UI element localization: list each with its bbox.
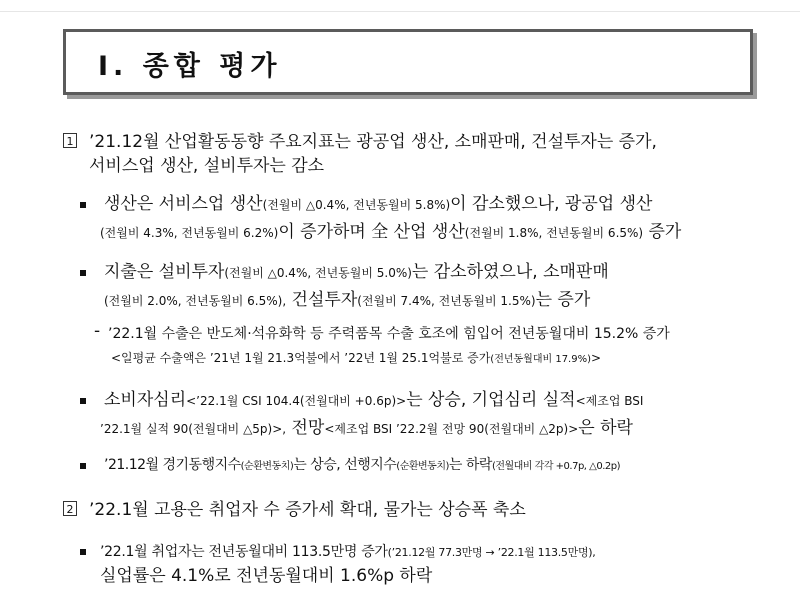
bullet-1-text: 생산은 서비스업 생산 bbox=[104, 194, 263, 214]
bullet-4-note: (순환변동치) bbox=[240, 461, 294, 472]
section-2-text: ’22.1월 고용은 취업자 수 증가세 확대, 물가는 상승폭 축소 bbox=[89, 500, 526, 520]
bullet-3-text: 는 상승, 기업심리 실적 bbox=[406, 390, 576, 410]
bullet-4-note: (순환변동치) bbox=[396, 461, 449, 472]
bullet-marker bbox=[80, 549, 86, 555]
dash-1-note: > bbox=[591, 351, 602, 365]
bullet-3-note: <제조업 BSI bbox=[575, 394, 644, 408]
dash-1-subnote: (전년동월대비 17.9%) bbox=[490, 354, 592, 365]
bullet-2-note: (전월비 7.4%, 전년동월비 1.5%) bbox=[357, 294, 536, 308]
bullet-1-note: (전월비 4.3%, 전년동월비 6.2%) bbox=[100, 226, 279, 240]
bullet-1-line2 bbox=[100, 222, 681, 243]
bullet-2-note: (전월비 △0.4%, 전년동월비 5.0%) bbox=[224, 266, 412, 280]
bullet-4-text: ’21.12월 경기동행지수 bbox=[104, 457, 241, 473]
bullet-3-text: 전망 bbox=[286, 418, 325, 438]
bullet-3-note: <’22.1월 CSI 104.4(전월대비 +0.6p)> bbox=[186, 394, 407, 408]
bullet-2-note: (전월비 2.0%, 전년동월비 6.5%), bbox=[104, 294, 287, 308]
bullet-1-line1 bbox=[104, 194, 652, 215]
bullet-4-text: 는 상승, 선행지수 bbox=[293, 457, 397, 473]
bullet-3-line2 bbox=[100, 418, 633, 439]
bullet-2-text: 는 증가 bbox=[535, 290, 591, 310]
bullet-2-text: 지출은 설비투자 bbox=[104, 262, 225, 282]
dash-1-line1: ’22.1월 수출은 반도체·석유화학 등 주력품목 수출 호조에 힘입어 전년동월대비 15.2% 증가 bbox=[108, 326, 670, 342]
bullet-2-text: 는 감소하였으나, 소매판매 bbox=[411, 262, 609, 282]
bullet-5-line2: 실업률은 4.1%로 전년동월대비 1.6%p 하락 bbox=[100, 566, 433, 586]
bullet-3-note: ’22.1월 실적 90(전월대비 △5p)>, bbox=[100, 422, 287, 436]
bullet-marker bbox=[80, 463, 86, 469]
bullet-2-line1 bbox=[104, 262, 609, 283]
dash-marker: - bbox=[94, 321, 101, 341]
section-1-heading bbox=[63, 132, 657, 152]
section-1-text-line1: ’21.12월 산업활동동향 주요지표는 광공업 생산, 소매판매, 건설투자는 증가, bbox=[89, 132, 657, 152]
bullet-5-line1 bbox=[100, 541, 595, 563]
bullet-1-text: 이 증가하며 全 산업 생산 bbox=[278, 222, 465, 242]
section-title-box bbox=[63, 29, 753, 95]
bullet-marker bbox=[80, 270, 86, 276]
dash-1-line2 bbox=[111, 347, 601, 370]
section-1-text-line2: 서비스업 생산, 설비투자는 감소 bbox=[89, 156, 325, 176]
section-number-box: 2 bbox=[63, 501, 77, 516]
bullet-3-note: <제조업 BSI ’22.2월 전망 90(전월대비 △2p)> bbox=[324, 422, 579, 436]
section-title: Ⅰ. 종합 평가 bbox=[98, 51, 282, 82]
section-2-heading bbox=[63, 500, 526, 520]
bullet-marker bbox=[80, 202, 86, 208]
section-number-box: 1 bbox=[63, 133, 77, 148]
bullet-4-line1 bbox=[104, 455, 620, 477]
bullet-2-text: 건설투자 bbox=[286, 290, 358, 310]
bullet-4-note: (전월대비 각각 +0.7p, △0.2p) bbox=[491, 461, 620, 472]
bullet-3-line1 bbox=[104, 390, 643, 411]
bullet-1-text: 이 감소했으나, 광공업 생산 bbox=[450, 194, 653, 214]
bullet-3-text: 소비자심리 bbox=[104, 390, 187, 410]
bullet-5-note: (’21.12월 77.3만명 → ’22.1월 113.5만명), bbox=[387, 546, 596, 559]
bullet-1-text: 증가 bbox=[643, 222, 682, 242]
bullet-4-text: 는 하락 bbox=[448, 457, 492, 473]
bullet-marker bbox=[80, 398, 86, 404]
bullet-5-text: ’22.1월 취업자는 전년동월대비 113.5만명 증가 bbox=[100, 544, 388, 560]
bullet-1-note: (전월비 1.8%, 전년동월비 6.5%) bbox=[464, 226, 644, 240]
bullet-2-line2 bbox=[104, 290, 590, 311]
top-divider bbox=[0, 11, 800, 12]
bullet-3-text: 은 하락 bbox=[578, 418, 633, 438]
bullet-1-note: (전월비 △0.4%, 전년동월비 5.8%) bbox=[262, 198, 451, 212]
dash-1-note: <일평균 수출액은 ’21년 1월 21.3억불에서 ’22년 1월 25.1억불로 증가 bbox=[111, 351, 491, 365]
